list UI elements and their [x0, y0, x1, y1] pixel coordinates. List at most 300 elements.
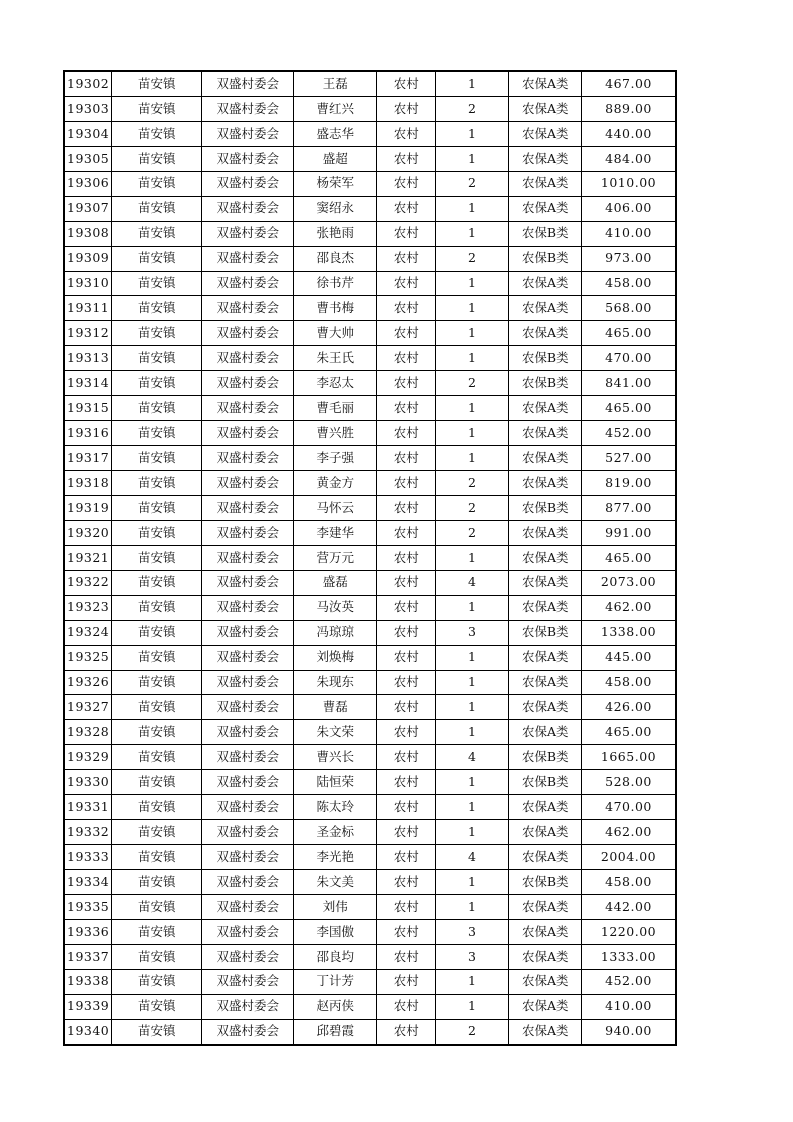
cell-village-committee: 双盛村委会: [202, 271, 294, 296]
cell-town: 苗安镇: [112, 944, 202, 969]
cell-insurance-category: 农保B类: [509, 745, 582, 770]
table-row: [64, 870, 676, 895]
cell-residence-type: 农村: [377, 495, 436, 520]
cell-person-count: 1: [436, 396, 509, 421]
cell-amount: 462.00: [582, 595, 676, 620]
table-row: [64, 271, 676, 296]
cell-amount: 940.00: [582, 1019, 676, 1044]
cell-record-id: 19328: [64, 720, 112, 745]
cell-insurance-category: 农保A类: [509, 845, 582, 870]
cell-insurance-category: 农保A类: [509, 146, 582, 171]
cell-town: 苗安镇: [112, 894, 202, 919]
cell-village-committee: 双盛村委会: [202, 221, 294, 246]
cell-record-id: 19329: [64, 745, 112, 770]
table-row: [64, 371, 676, 396]
cell-town: 苗安镇: [112, 271, 202, 296]
cell-village-committee: 双盛村委会: [202, 969, 294, 994]
cell-record-id: 19319: [64, 495, 112, 520]
cell-town: 苗安镇: [112, 845, 202, 870]
cell-amount: 452.00: [582, 421, 676, 446]
cell-village-committee: 双盛村委会: [202, 396, 294, 421]
cell-amount: 841.00: [582, 371, 676, 396]
table-row: [64, 620, 676, 645]
cell-record-id: 19321: [64, 545, 112, 570]
cell-amount: 406.00: [582, 196, 676, 221]
cell-record-id: 19318: [64, 471, 112, 496]
cell-person-count: 1: [436, 820, 509, 845]
cell-amount: 470.00: [582, 346, 676, 371]
cell-person-count: 2: [436, 471, 509, 496]
cell-residence-type: 农村: [377, 121, 436, 146]
cell-person-name: 曹书梅: [294, 296, 377, 321]
cell-record-id: 19305: [64, 146, 112, 171]
cell-record-id: 19302: [64, 71, 112, 96]
cell-amount: 465.00: [582, 545, 676, 570]
cell-insurance-category: 农保A类: [509, 520, 582, 545]
cell-residence-type: 农村: [377, 745, 436, 770]
cell-town: 苗安镇: [112, 171, 202, 196]
cell-person-name: 徐书芹: [294, 271, 377, 296]
table-row: [64, 196, 676, 221]
cell-amount: 2073.00: [582, 570, 676, 595]
cell-person-count: 1: [436, 146, 509, 171]
cell-town: 苗安镇: [112, 296, 202, 321]
cell-insurance-category: 农保A类: [509, 71, 582, 96]
cell-residence-type: 农村: [377, 321, 436, 346]
table-row: [64, 146, 676, 171]
cell-record-id: 19327: [64, 695, 112, 720]
cell-person-name: 盛超: [294, 146, 377, 171]
cell-town: 苗安镇: [112, 396, 202, 421]
cell-person-name: 圣金标: [294, 820, 377, 845]
cell-residence-type: 农村: [377, 196, 436, 221]
cell-record-id: 19303: [64, 96, 112, 121]
cell-village-committee: 双盛村委会: [202, 595, 294, 620]
cell-insurance-category: 农保A类: [509, 670, 582, 695]
cell-insurance-category: 农保A类: [509, 894, 582, 919]
cell-residence-type: 农村: [377, 71, 436, 96]
cell-person-name: 陆恒荣: [294, 770, 377, 795]
cell-person-count: 2: [436, 246, 509, 271]
cell-record-id: 19320: [64, 520, 112, 545]
cell-record-id: 19308: [64, 221, 112, 246]
cell-person-count: 3: [436, 919, 509, 944]
cell-insurance-category: 农保A类: [509, 994, 582, 1019]
cell-amount: 440.00: [582, 121, 676, 146]
cell-insurance-category: 农保A类: [509, 919, 582, 944]
cell-town: 苗安镇: [112, 321, 202, 346]
cell-amount: 410.00: [582, 221, 676, 246]
cell-village-committee: 双盛村委会: [202, 645, 294, 670]
cell-person-count: 1: [436, 994, 509, 1019]
cell-insurance-category: 农保B类: [509, 221, 582, 246]
cell-residence-type: 农村: [377, 246, 436, 271]
cell-village-committee: 双盛村委会: [202, 620, 294, 645]
cell-insurance-category: 农保B类: [509, 870, 582, 895]
cell-residence-type: 农村: [377, 446, 436, 471]
cell-residence-type: 农村: [377, 720, 436, 745]
cell-insurance-category: 农保B类: [509, 620, 582, 645]
cell-residence-type: 农村: [377, 520, 436, 545]
cell-person-count: 4: [436, 745, 509, 770]
table-row: [64, 246, 676, 271]
cell-insurance-category: 农保A类: [509, 171, 582, 196]
cell-village-committee: 双盛村委会: [202, 820, 294, 845]
cell-person-count: 1: [436, 346, 509, 371]
cell-person-count: 1: [436, 969, 509, 994]
cell-record-id: 19332: [64, 820, 112, 845]
cell-residence-type: 农村: [377, 221, 436, 246]
table-row: [64, 595, 676, 620]
cell-person-name: 曹兴长: [294, 745, 377, 770]
cell-town: 苗安镇: [112, 795, 202, 820]
cell-residence-type: 农村: [377, 994, 436, 1019]
cell-person-name: 杨荣军: [294, 171, 377, 196]
cell-record-id: 19339: [64, 994, 112, 1019]
cell-residence-type: 农村: [377, 845, 436, 870]
table-row: [64, 321, 676, 346]
cell-amount: 819.00: [582, 471, 676, 496]
cell-person-count: 1: [436, 446, 509, 471]
cell-record-id: 19333: [64, 845, 112, 870]
cell-residence-type: 农村: [377, 645, 436, 670]
cell-residence-type: 农村: [377, 820, 436, 845]
table-row: [64, 520, 676, 545]
cell-residence-type: 农村: [377, 421, 436, 446]
cell-record-id: 19334: [64, 870, 112, 895]
cell-person-count: 1: [436, 645, 509, 670]
table-row: [64, 645, 676, 670]
cell-village-committee: 双盛村委会: [202, 296, 294, 321]
cell-town: 苗安镇: [112, 71, 202, 96]
cell-village-committee: 双盛村委会: [202, 870, 294, 895]
cell-town: 苗安镇: [112, 595, 202, 620]
cell-insurance-category: 农保A类: [509, 720, 582, 745]
cell-town: 苗安镇: [112, 520, 202, 545]
cell-residence-type: 农村: [377, 545, 436, 570]
cell-amount: 1338.00: [582, 620, 676, 645]
cell-record-id: 19310: [64, 271, 112, 296]
cell-amount: 462.00: [582, 820, 676, 845]
cell-insurance-category: 农保A类: [509, 1019, 582, 1044]
pension-subsidy-table: [63, 70, 677, 1046]
cell-person-name: 朱现东: [294, 670, 377, 695]
cell-town: 苗安镇: [112, 446, 202, 471]
cell-village-committee: 双盛村委会: [202, 346, 294, 371]
cell-person-count: 2: [436, 171, 509, 196]
cell-town: 苗安镇: [112, 421, 202, 446]
cell-residence-type: 农村: [377, 770, 436, 795]
cell-village-committee: 双盛村委会: [202, 421, 294, 446]
table-row: [64, 795, 676, 820]
cell-person-name: 刘焕梅: [294, 645, 377, 670]
cell-record-id: 19340: [64, 1019, 112, 1044]
cell-village-committee: 双盛村委会: [202, 471, 294, 496]
cell-village-committee: 双盛村委会: [202, 495, 294, 520]
table-row: [64, 820, 676, 845]
cell-person-count: 2: [436, 495, 509, 520]
cell-village-committee: 双盛村委会: [202, 670, 294, 695]
cell-insurance-category: 农保A类: [509, 969, 582, 994]
cell-village-committee: 双盛村委会: [202, 570, 294, 595]
cell-insurance-category: 农保A类: [509, 570, 582, 595]
cell-person-count: 1: [436, 121, 509, 146]
cell-person-count: 2: [436, 1019, 509, 1044]
table-row: [64, 670, 676, 695]
cell-person-name: 邱碧霞: [294, 1019, 377, 1044]
cell-person-name: 朱文美: [294, 870, 377, 895]
cell-town: 苗安镇: [112, 346, 202, 371]
cell-village-committee: 双盛村委会: [202, 944, 294, 969]
cell-amount: 1010.00: [582, 171, 676, 196]
cell-record-id: 19314: [64, 371, 112, 396]
cell-record-id: 19306: [64, 171, 112, 196]
cell-insurance-category: 农保A类: [509, 471, 582, 496]
table-row: [64, 695, 676, 720]
cell-insurance-category: 农保A类: [509, 196, 582, 221]
cell-person-count: 1: [436, 321, 509, 346]
cell-town: 苗安镇: [112, 919, 202, 944]
cell-residence-type: 农村: [377, 969, 436, 994]
cell-insurance-category: 农保B类: [509, 495, 582, 520]
cell-town: 苗安镇: [112, 545, 202, 570]
cell-person-name: 陈太玲: [294, 795, 377, 820]
cell-insurance-category: 农保B类: [509, 371, 582, 396]
cell-record-id: 19311: [64, 296, 112, 321]
cell-person-count: 1: [436, 271, 509, 296]
cell-insurance-category: 农保A类: [509, 321, 582, 346]
cell-town: 苗安镇: [112, 620, 202, 645]
table-row: [64, 845, 676, 870]
cell-record-id: 19338: [64, 969, 112, 994]
cell-insurance-category: 农保A类: [509, 421, 582, 446]
cell-amount: 458.00: [582, 670, 676, 695]
table-row: [64, 446, 676, 471]
cell-town: 苗安镇: [112, 246, 202, 271]
cell-person-name: 曹红兴: [294, 96, 377, 121]
cell-person-count: 2: [436, 96, 509, 121]
table-row: [64, 121, 676, 146]
cell-record-id: 19323: [64, 595, 112, 620]
cell-amount: 442.00: [582, 894, 676, 919]
cell-person-count: 4: [436, 845, 509, 870]
cell-person-name: 李忍太: [294, 371, 377, 396]
cell-town: 苗安镇: [112, 471, 202, 496]
cell-town: 苗安镇: [112, 745, 202, 770]
table-row: [64, 221, 676, 246]
cell-record-id: 19325: [64, 645, 112, 670]
cell-residence-type: 农村: [377, 795, 436, 820]
cell-person-name: 盛志华: [294, 121, 377, 146]
table-row: [64, 346, 676, 371]
cell-residence-type: 农村: [377, 96, 436, 121]
table-row: [64, 471, 676, 496]
cell-insurance-category: 农保B类: [509, 346, 582, 371]
cell-person-count: 1: [436, 196, 509, 221]
cell-person-name: 李国傲: [294, 919, 377, 944]
cell-person-name: 营万元: [294, 545, 377, 570]
cell-record-id: 19335: [64, 894, 112, 919]
cell-person-count: 1: [436, 421, 509, 446]
cell-town: 苗安镇: [112, 121, 202, 146]
cell-person-name: 窦绍永: [294, 196, 377, 221]
cell-record-id: 19322: [64, 570, 112, 595]
cell-insurance-category: 农保A类: [509, 695, 582, 720]
cell-amount: 889.00: [582, 96, 676, 121]
cell-insurance-category: 农保A类: [509, 944, 582, 969]
cell-residence-type: 农村: [377, 1019, 436, 1044]
cell-amount: 991.00: [582, 520, 676, 545]
cell-person-count: 1: [436, 695, 509, 720]
cell-village-committee: 双盛村委会: [202, 196, 294, 221]
cell-residence-type: 农村: [377, 346, 436, 371]
cell-person-count: 1: [436, 870, 509, 895]
cell-amount: 470.00: [582, 795, 676, 820]
cell-town: 苗安镇: [112, 570, 202, 595]
cell-person-name: 赵丙侠: [294, 994, 377, 1019]
cell-residence-type: 农村: [377, 894, 436, 919]
cell-amount: 2004.00: [582, 845, 676, 870]
cell-village-committee: 双盛村委会: [202, 171, 294, 196]
table-row: [64, 894, 676, 919]
cell-insurance-category: 农保A类: [509, 121, 582, 146]
table-row: [64, 1019, 676, 1044]
cell-amount: 568.00: [582, 296, 676, 321]
cell-person-count: 3: [436, 620, 509, 645]
cell-residence-type: 农村: [377, 870, 436, 895]
cell-village-committee: 双盛村委会: [202, 246, 294, 271]
cell-person-name: 张艳雨: [294, 221, 377, 246]
cell-insurance-category: 农保A类: [509, 96, 582, 121]
cell-person-name: 冯琼琼: [294, 620, 377, 645]
cell-person-count: 1: [436, 720, 509, 745]
cell-village-committee: 双盛村委会: [202, 96, 294, 121]
cell-town: 苗安镇: [112, 96, 202, 121]
cell-town: 苗安镇: [112, 645, 202, 670]
table-row: [64, 720, 676, 745]
cell-town: 苗安镇: [112, 870, 202, 895]
cell-residence-type: 农村: [377, 171, 436, 196]
cell-residence-type: 农村: [377, 396, 436, 421]
cell-insurance-category: 农保A类: [509, 820, 582, 845]
cell-village-committee: 双盛村委会: [202, 894, 294, 919]
cell-insurance-category: 农保A类: [509, 795, 582, 820]
cell-person-name: 李建华: [294, 520, 377, 545]
cell-record-id: 19324: [64, 620, 112, 645]
cell-amount: 445.00: [582, 645, 676, 670]
cell-residence-type: 农村: [377, 371, 436, 396]
cell-village-committee: 双盛村委会: [202, 919, 294, 944]
cell-residence-type: 农村: [377, 146, 436, 171]
cell-residence-type: 农村: [377, 271, 436, 296]
cell-amount: 465.00: [582, 396, 676, 421]
cell-record-id: 19312: [64, 321, 112, 346]
cell-person-name: 王磊: [294, 71, 377, 96]
cell-amount: 467.00: [582, 71, 676, 96]
cell-insurance-category: 农保A类: [509, 296, 582, 321]
cell-amount: 452.00: [582, 969, 676, 994]
cell-town: 苗安镇: [112, 969, 202, 994]
cell-person-count: 1: [436, 670, 509, 695]
table-row: [64, 770, 676, 795]
table-row: [64, 495, 676, 520]
cell-amount: 458.00: [582, 870, 676, 895]
cell-insurance-category: 农保A类: [509, 545, 582, 570]
cell-record-id: 19316: [64, 421, 112, 446]
cell-amount: 410.00: [582, 994, 676, 1019]
cell-village-committee: 双盛村委会: [202, 845, 294, 870]
cell-village-committee: 双盛村委会: [202, 795, 294, 820]
table-row: [64, 96, 676, 121]
table-row: [64, 296, 676, 321]
cell-village-committee: 双盛村委会: [202, 994, 294, 1019]
cell-person-count: 1: [436, 221, 509, 246]
cell-town: 苗安镇: [112, 371, 202, 396]
cell-record-id: 19337: [64, 944, 112, 969]
cell-town: 苗安镇: [112, 495, 202, 520]
cell-person-count: 1: [436, 770, 509, 795]
cell-person-count: 4: [436, 570, 509, 595]
cell-insurance-category: 农保A类: [509, 271, 582, 296]
cell-village-committee: 双盛村委会: [202, 745, 294, 770]
cell-person-name: 朱王氏: [294, 346, 377, 371]
cell-residence-type: 农村: [377, 919, 436, 944]
table-row: [64, 545, 676, 570]
cell-person-count: 1: [436, 545, 509, 570]
cell-person-count: 2: [436, 371, 509, 396]
cell-village-committee: 双盛村委会: [202, 121, 294, 146]
cell-person-count: 2: [436, 520, 509, 545]
table-row: [64, 969, 676, 994]
cell-town: 苗安镇: [112, 196, 202, 221]
cell-amount: 465.00: [582, 321, 676, 346]
cell-town: 苗安镇: [112, 994, 202, 1019]
cell-town: 苗安镇: [112, 820, 202, 845]
cell-town: 苗安镇: [112, 770, 202, 795]
cell-person-name: 曹大帅: [294, 321, 377, 346]
table-row: [64, 71, 676, 96]
cell-town: 苗安镇: [112, 221, 202, 246]
table-row: [64, 919, 676, 944]
table-row: [64, 171, 676, 196]
cell-person-count: 1: [436, 595, 509, 620]
cell-record-id: 19313: [64, 346, 112, 371]
cell-amount: 465.00: [582, 720, 676, 745]
cell-amount: 527.00: [582, 446, 676, 471]
cell-person-name: 邵良杰: [294, 246, 377, 271]
cell-amount: 528.00: [582, 770, 676, 795]
cell-residence-type: 农村: [377, 570, 436, 595]
cell-record-id: 19307: [64, 196, 112, 221]
cell-village-committee: 双盛村委会: [202, 545, 294, 570]
cell-person-name: 李子强: [294, 446, 377, 471]
cell-person-count: 1: [436, 894, 509, 919]
cell-record-id: 19331: [64, 795, 112, 820]
cell-amount: 426.00: [582, 695, 676, 720]
cell-amount: 973.00: [582, 246, 676, 271]
table-body: [64, 71, 676, 1045]
cell-residence-type: 农村: [377, 670, 436, 695]
cell-amount: 1220.00: [582, 919, 676, 944]
cell-amount: 877.00: [582, 495, 676, 520]
cell-record-id: 19304: [64, 121, 112, 146]
table-row: [64, 570, 676, 595]
cell-person-name: 李光艳: [294, 845, 377, 870]
table-row: [64, 396, 676, 421]
cell-village-committee: 双盛村委会: [202, 720, 294, 745]
cell-residence-type: 农村: [377, 944, 436, 969]
cell-village-committee: 双盛村委会: [202, 146, 294, 171]
